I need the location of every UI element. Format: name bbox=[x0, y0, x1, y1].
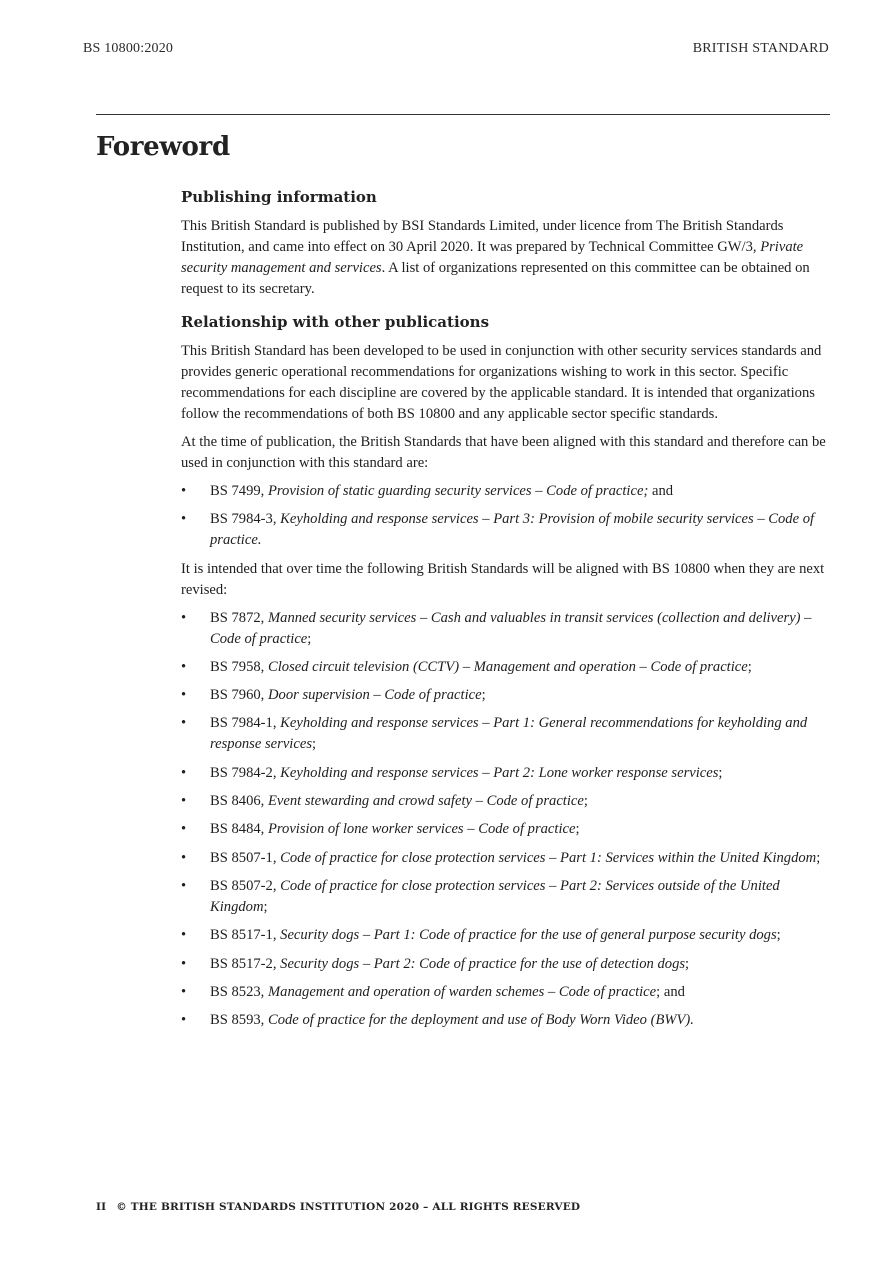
list-item-tail: ; bbox=[312, 736, 317, 753]
bullet-icon: • bbox=[181, 658, 187, 675]
standard-title: Keyholding and response services – Part 1: General recommendations for keyholding and response services bbox=[210, 715, 808, 753]
publishing-text-b: . A list of organizations represented on this committee can be obtained on request to its secretary. bbox=[181, 260, 810, 297]
list-item-tail: ; bbox=[776, 927, 781, 944]
foreword-body bbox=[181, 186, 831, 1038]
list-item bbox=[181, 1010, 831, 1031]
list-item bbox=[181, 509, 831, 551]
bullet-icon: • bbox=[181, 511, 187, 528]
bullet-icon: • bbox=[181, 1012, 187, 1029]
standard-reference: BS 8593, bbox=[210, 1012, 268, 1029]
standard-reference: BS 8517-1, bbox=[210, 927, 281, 944]
standard-title: Code of practice for the deployment and use of Body Worn Video (BWV). bbox=[267, 1012, 694, 1029]
standard-reference: BS 7872, bbox=[210, 609, 268, 626]
standard-reference: BS 8517-2, bbox=[210, 955, 281, 972]
list-item-tail: ; bbox=[481, 687, 486, 704]
list-item-tail: ; bbox=[263, 898, 268, 915]
bullet-icon: • bbox=[181, 927, 187, 944]
standard-title: Security dogs – Part 1: Code of practice for the use of general purpose security dogs bbox=[280, 927, 777, 944]
page-footer bbox=[96, 1201, 580, 1213]
relationship-paragraph-3: It is intended that over time the following British Standards will be aligned with BS 10800 when they are next revised: bbox=[181, 560, 825, 598]
bullet-icon: • bbox=[181, 877, 187, 894]
standard-title: Door supervision – Code of practice bbox=[267, 687, 482, 704]
standard-reference: BS 8507-2, bbox=[210, 877, 281, 894]
list-item bbox=[181, 982, 831, 1003]
list-item bbox=[181, 481, 831, 502]
standard-reference: BS 8484, bbox=[210, 821, 268, 838]
list-item bbox=[181, 791, 831, 812]
bullet-icon: • bbox=[181, 793, 187, 810]
standard-title: Security dogs – Part 2: Code of practice for the use of detection dogs bbox=[280, 955, 686, 972]
standard-type: BRITISH STANDARD bbox=[692, 41, 829, 56]
list-item bbox=[181, 925, 831, 946]
standard-title: Manned security services – Cash and valuables in transit services (collection and delivery) – Code of practice bbox=[210, 609, 812, 647]
copyright-notice: © THE BRITISH STANDARDS INSTITUTION 2020 – ALL RIGHTS RESERVED bbox=[116, 1201, 581, 1213]
list-item-tail: ; bbox=[575, 821, 580, 838]
future-standards-list bbox=[181, 608, 831, 1032]
relationship-paragraph-2: At the time of publication, the British Standards that have been aligned with this standard and therefore can be used in conjunction with this standard are: bbox=[181, 434, 826, 471]
relationship-paragraph-1: This British Standard has been developed to be used in conjunction with other security services standards and provides generic operational recommendations for organizations wishing to work in this sector. Specific recommendations for each discipline are covered by the applicable standard. It is intended that organizations follow the recommendations of both BS 10800 and any applicable sector specific standards. bbox=[181, 343, 822, 422]
bullet-icon: • bbox=[181, 687, 187, 704]
page-number: II bbox=[96, 1201, 107, 1213]
list-item-tail: ; bbox=[816, 849, 821, 866]
list-item-tail: ; bbox=[583, 793, 588, 810]
publishing-paragraph bbox=[181, 216, 831, 300]
bullet-icon: • bbox=[181, 764, 187, 781]
standard-title: Closed circuit television (CCTV) – Management and operation – Code of practice bbox=[267, 658, 748, 675]
list-item-tail: ; bbox=[685, 955, 690, 972]
list-item bbox=[181, 608, 831, 650]
publishing-heading: Publishing information bbox=[181, 188, 377, 206]
standard-title: Keyholding and response services – Part 3: Provision of mobile security services – Code of practice. bbox=[210, 511, 815, 549]
publishing-section bbox=[181, 186, 831, 300]
relationship-heading: Relationship with other publications bbox=[181, 313, 490, 331]
list-item bbox=[181, 848, 831, 869]
standard-title: Provision of static guarding security services – Code of practice; bbox=[267, 483, 649, 499]
standard-title: Code of practice for close protection services – Part 2: Services outside of the United Kingdom bbox=[210, 877, 780, 915]
bullet-icon: • bbox=[181, 983, 187, 1000]
standard-reference: BS 7499, bbox=[210, 483, 268, 499]
standard-reference: BS 7984-1, bbox=[210, 715, 281, 732]
list-item bbox=[181, 819, 831, 840]
standard-title: Keyholding and response services – Part 2: Lone worker response services bbox=[280, 764, 719, 781]
standard-reference: BS 7984-2, bbox=[210, 764, 281, 781]
list-item-tail: ; bbox=[307, 630, 312, 647]
bullet-icon: • bbox=[181, 955, 187, 972]
standard-reference: BS 7960, bbox=[210, 687, 268, 704]
page-title: Foreword bbox=[96, 132, 230, 162]
list-item bbox=[181, 713, 831, 755]
list-item-tail: and bbox=[648, 483, 674, 499]
bullet-icon: • bbox=[181, 849, 187, 866]
publishing-text-a: This British Standard is published by BSI Standards Limited, under licence from The British Standards Institution, and came into effect on 30 April 2020. It was prepared by Technical Committee GW/3, bbox=[181, 218, 784, 255]
standard-title: Code of practice for close protection services – Part 1: Services within the United Kingdom bbox=[280, 849, 817, 866]
list-item bbox=[181, 685, 831, 706]
list-item bbox=[181, 876, 831, 918]
bullet-icon: • bbox=[181, 715, 187, 732]
running-header bbox=[83, 41, 829, 57]
standard-reference: BS 8507-1, bbox=[210, 849, 281, 866]
list-item bbox=[181, 763, 831, 784]
committee-title: Private security management and services bbox=[181, 239, 804, 276]
list-item bbox=[181, 954, 831, 975]
standard-reference: BS 7958, bbox=[210, 658, 268, 675]
list-item-tail: ; bbox=[747, 658, 752, 675]
standard-title: Event stewarding and crowd safety – Code of practice bbox=[267, 793, 584, 810]
aligned-standards-list bbox=[181, 481, 831, 551]
standard-reference: BS 8523, bbox=[210, 983, 268, 1000]
bullet-icon: • bbox=[181, 609, 187, 626]
standard-reference: BS 7984-3, bbox=[210, 511, 281, 528]
bullet-icon: • bbox=[181, 483, 187, 499]
list-item bbox=[181, 657, 831, 678]
list-item-tail: ; and bbox=[656, 983, 685, 1000]
list-item-tail: ; bbox=[718, 764, 723, 781]
relationship-section bbox=[181, 311, 831, 1031]
standard-reference: BS 8406, bbox=[210, 793, 268, 810]
header-rule bbox=[96, 114, 830, 115]
bullet-icon: • bbox=[181, 821, 187, 838]
standard-number: BS 10800:2020 bbox=[83, 41, 174, 56]
standard-title: Provision of lone worker services – Code of practice bbox=[267, 821, 576, 838]
standard-title: Management and operation of warden schemes – Code of practice bbox=[267, 983, 657, 1000]
